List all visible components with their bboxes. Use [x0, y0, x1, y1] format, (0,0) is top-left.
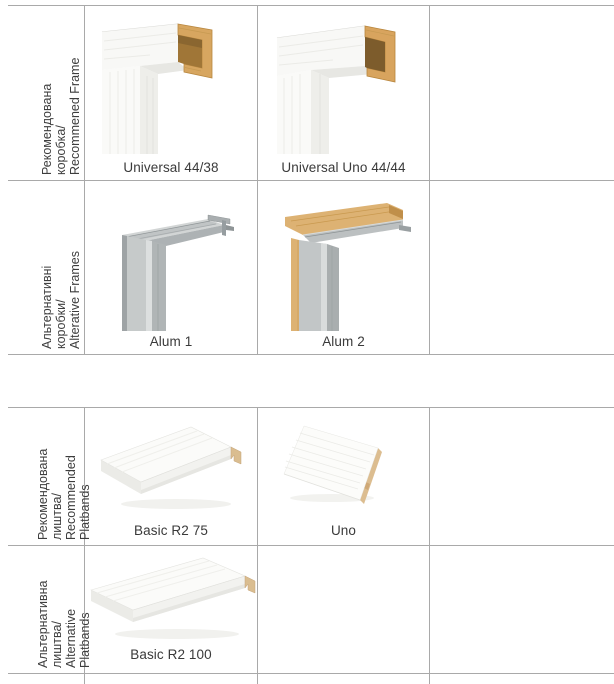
rotated-label	[36, 554, 92, 674]
label-line: Recommended	[64, 455, 78, 540]
empty-cell	[430, 546, 614, 674]
alum-1-photo	[85, 189, 257, 334]
rotated-label	[40, 215, 82, 355]
photo-caption: Basic R2 100	[130, 647, 212, 662]
label-line: лиштва/	[50, 493, 64, 540]
label-line: коробки/	[54, 299, 68, 349]
photo-caption: Alum 1	[149, 334, 193, 349]
photo-caption: Universal 44/38	[123, 160, 219, 175]
cell-basic-r2-100	[85, 546, 258, 674]
cell-universal-uno-44-44	[258, 6, 430, 181]
cell-alum-2	[258, 181, 430, 355]
empty-cell	[430, 408, 614, 546]
photo-caption: Uno	[330, 523, 357, 538]
row-label-alternative-frames	[8, 181, 85, 355]
empty-cell	[258, 546, 430, 674]
uno-platband-photo	[258, 416, 429, 516]
cell-uno-platband	[258, 408, 430, 546]
label-line: Рекомендована	[36, 448, 50, 540]
alum-2-photo	[258, 189, 429, 334]
frames-table	[8, 5, 614, 355]
label-line: Альтернативна	[36, 580, 50, 668]
label-line: Alterative Frames	[68, 251, 82, 349]
photo-caption: Alum 2	[322, 334, 365, 349]
label-line: Alternative	[64, 608, 78, 668]
empty-cell	[430, 6, 614, 181]
universal-uno-44-44-photo	[258, 8, 429, 156]
label-line: Platbands	[78, 612, 92, 668]
platbands-table	[8, 407, 614, 684]
label-line: Альтернативні	[40, 265, 54, 349]
rotated-label	[36, 426, 92, 546]
photo-caption: Universal Uno 44/44	[281, 160, 406, 175]
basic-r2-100-photo	[85, 550, 257, 645]
row-label-recommended-platbands	[8, 408, 92, 546]
label-line: Recommened Frame	[68, 57, 82, 175]
cell-basic-r2-75	[85, 408, 258, 546]
photo-caption: Basic R2 75	[134, 523, 208, 538]
universal-44-38-photo	[85, 8, 257, 156]
label-line: Platbands	[78, 484, 92, 540]
row-label-recommended-frame	[8, 6, 85, 181]
cell-alum-1	[85, 181, 258, 355]
rotated-label	[40, 41, 82, 181]
row-label-alternative-platbands	[8, 546, 92, 674]
empty-cell	[430, 181, 614, 355]
label-line: Рекомендована	[40, 83, 54, 175]
basic-r2-75-photo	[85, 414, 257, 519]
label-line: коробка/	[54, 125, 68, 175]
label-line: лиштва/	[50, 621, 64, 668]
cell-universal-44-38	[85, 6, 258, 181]
